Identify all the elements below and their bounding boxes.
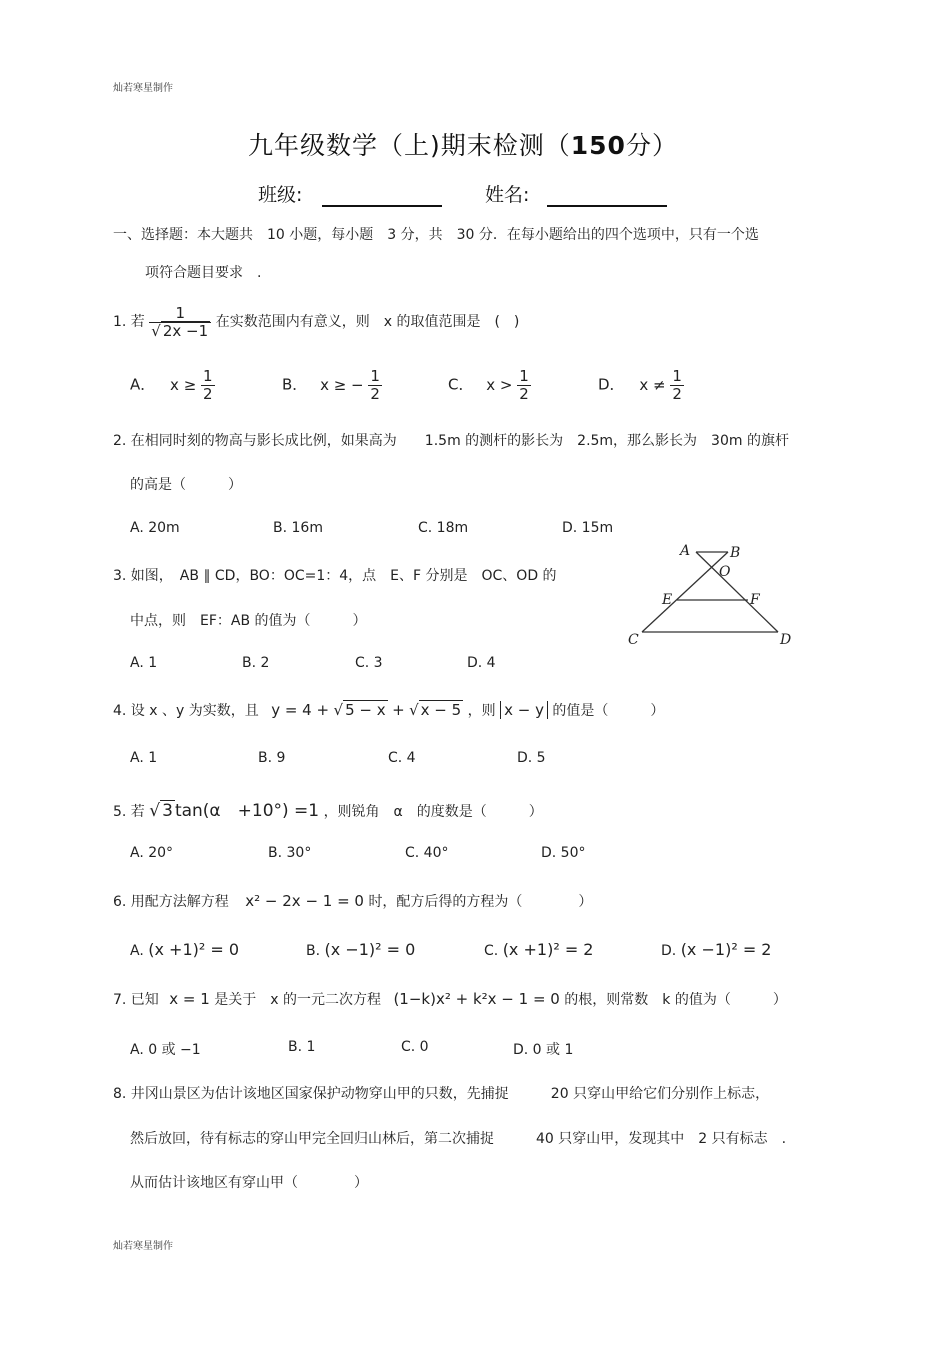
option-num: 1 — [203, 367, 213, 385]
q1-prefix: 1. 若 — [113, 314, 145, 330]
question-5: 5. 若 √ 3 tan(α +10°) =1 ，则锐角 α 的度数是（ ） — [113, 801, 543, 821]
q3-line2: 中点，则 EF：AB 的值为（ ） — [130, 613, 367, 629]
q1-frac-den-wrap: √ 2x −1 — [151, 321, 209, 340]
q7-option-a[interactable]: A. 0 或 −1 — [130, 1042, 201, 1058]
option-label: B． — [282, 375, 308, 394]
q6-option-a[interactable] — [130, 940, 239, 959]
q1-fraction — [149, 305, 211, 339]
q3-option-d[interactable]: D. 4 — [467, 655, 496, 671]
q6-option-c[interactable] — [484, 940, 593, 959]
q1-option-c[interactable] — [448, 368, 531, 402]
label-b: B — [730, 545, 741, 561]
q5-option-a[interactable]: A. 20° — [130, 845, 174, 861]
section1-line2: 项符合题目要求 . — [145, 265, 262, 281]
option-relation: x > — [486, 375, 513, 394]
q7-prefix: 7. 已知 — [113, 992, 159, 1008]
q6-option-b[interactable] — [306, 940, 415, 959]
footer-watermark: 灿若寒星制作 — [113, 1241, 173, 1252]
q4-plus: + — [392, 701, 405, 719]
q4-rad1: 5 − x — [345, 701, 386, 719]
q3-option-a[interactable]: A. 1 — [130, 655, 158, 671]
q1-option-a[interactable] — [130, 368, 215, 402]
title-main: 九年级数学（上)期末检测（ — [248, 131, 571, 160]
label-a: A — [680, 543, 691, 559]
option-label: D. — [661, 943, 677, 959]
q3-option-c[interactable]: C. 3 — [355, 655, 383, 671]
q5-option-d[interactable]: D. 50° — [541, 845, 586, 861]
q7-option-d[interactable]: D. 0 或 1 — [513, 1042, 574, 1058]
q1-frac-den: 2x −1 — [162, 321, 209, 340]
option-num: 1 — [370, 367, 380, 385]
question-7 — [113, 989, 787, 1009]
q1-suffix: 在实数范围内有意义，则 x 的取值范围是 ( ) — [215, 314, 520, 330]
q2-option-b[interactable]: B. 16m — [273, 520, 323, 536]
option-expr: (x +1)² = 0 — [148, 940, 240, 959]
q5-prefix: 5. 若 — [113, 804, 145, 820]
q8-line1: 8. 井冈山景区为估计该地区国家保护动物穿山甲的只数，先捕捉 20 只穿山甲给它们分别作上标志， — [113, 1086, 770, 1102]
q2-option-d[interactable]: D. 15m — [562, 520, 614, 536]
q5-option-b[interactable]: B. 30° — [268, 845, 312, 861]
question-6 — [113, 891, 592, 911]
q2-line1: 2. 在相同时刻的物高与影长成比例，如果高为 1.5m 的测杆的影长为 2.5m，那么影长为 30m 的旗杆 — [113, 433, 789, 449]
name-blank[interactable] — [547, 185, 667, 207]
q7-eq: (1−k)x² + k²x − 1 = 0 — [393, 990, 560, 1008]
q8-line2: 然后放回，待有标志的穿山甲完全回归山林后，第二次捕捉 40 只穿山甲，发现其中 2 只有标志 . — [130, 1131, 787, 1147]
class-field — [258, 180, 442, 207]
question-1 — [113, 305, 519, 339]
q7-option-c[interactable]: C. 0 — [401, 1039, 429, 1055]
title-score: 150 — [570, 131, 626, 160]
label-c: C — [628, 632, 639, 648]
q6-option-d[interactable] — [661, 940, 771, 959]
q7-suffix: 的根，则常数 k 的值为（ ） — [564, 992, 787, 1008]
q5-suffix: ，则锐角 α 的度数是（ ） — [323, 804, 543, 820]
q1-option-b[interactable] — [282, 368, 382, 402]
section1-line1: 一、选择题：本大题共 10 小题，每小题 3 分，共 30 分．在每小题给出的四个选项中，只有一个选 — [113, 227, 759, 243]
name-label: 姓名: — [485, 184, 530, 206]
option-num: 1 — [519, 367, 529, 385]
class-blank[interactable] — [322, 185, 442, 207]
option-den: 2 — [672, 384, 682, 403]
option-relation: x ≥ − — [320, 375, 364, 394]
q7-mid: 是关于 x 的一元二次方程 — [214, 992, 381, 1008]
option-den: 2 — [519, 384, 529, 403]
q4-option-b[interactable]: B. 9 — [258, 750, 286, 766]
q6-suffix: 时，配方后得的方程为（ ） — [368, 894, 593, 910]
label-e: E — [662, 592, 673, 608]
title-unit: 分） — [625, 131, 678, 160]
q2-line2: 的高是（ ） — [130, 477, 242, 493]
option-label: B. — [306, 943, 321, 959]
label-f: F — [750, 592, 760, 608]
q6-prefix: 6. 用配方法解方程 — [113, 894, 229, 910]
q2-option-a[interactable]: A. 20m — [130, 520, 180, 536]
q7-cond: x = 1 — [169, 990, 210, 1008]
option-label: C. — [484, 943, 499, 959]
q3-figure — [620, 540, 800, 650]
q3-option-b[interactable]: B. 2 — [242, 655, 270, 671]
option-num: 1 — [672, 367, 682, 385]
option-relation: x ≠ — [639, 375, 666, 394]
q5-expr: tan(α +10°) =1 — [174, 801, 320, 821]
page-title — [248, 126, 678, 162]
q4-abs: x − y — [500, 701, 548, 719]
q2-option-c[interactable]: C. 18m — [418, 520, 469, 536]
q1-frac-num: 1 — [149, 305, 211, 323]
q4-option-d[interactable]: D. 5 — [517, 750, 546, 766]
q7-option-b[interactable]: B. 1 — [288, 1039, 316, 1055]
option-label: A. — [130, 943, 144, 959]
option-relation: x ≥ — [170, 375, 197, 394]
header-watermark: 灿若寒星制作 — [113, 83, 173, 94]
label-o: O — [719, 564, 731, 580]
q4-prefix: 4. 设 x 、y 为实数，且 — [113, 703, 259, 719]
option-den: 2 — [203, 384, 213, 403]
label-d: D — [780, 632, 792, 648]
segment-bc — [642, 552, 728, 632]
q4-mid: ，则 — [467, 703, 496, 719]
option-expr: (x +1)² = 2 — [502, 940, 594, 959]
option-expr: (x −1)² = 0 — [324, 940, 416, 959]
q4-suffix: 的值是（ ） — [552, 703, 665, 719]
q6-eq: x² − 2x − 1 = 0 — [245, 892, 364, 910]
name-field — [485, 180, 667, 207]
q5-option-c[interactable]: C. 40° — [405, 845, 449, 861]
question-4: 4. 设 x 、y 为实数，且 y = 4 + √ 5 − x + √ x − 5 ，则 x − y 的值是（ ） — [113, 701, 665, 719]
option-label: D． — [598, 375, 625, 394]
option-label: C． — [448, 375, 474, 394]
option-expr: (x −1)² = 2 — [680, 940, 772, 959]
segment-ad — [696, 552, 778, 632]
option-den: 2 — [370, 384, 380, 403]
q8-line3: 从而估计该地区有穿山甲（ ） — [130, 1175, 368, 1191]
q5-rad: 3 — [162, 801, 173, 821]
class-label: 班级: — [258, 184, 303, 206]
q3-line1: 3. 如图， AB ∥ CD，BO：OC=1：4，点 E、F 分别是 OC、OD 的 — [113, 568, 557, 584]
option-label: A． — [130, 375, 156, 394]
q4-eq: y = 4 + — [271, 701, 330, 719]
q4-rad2: x − 5 — [420, 701, 462, 719]
q4-option-c[interactable]: C. 4 — [388, 750, 416, 766]
q4-option-a[interactable]: A. 1 — [130, 750, 158, 766]
q1-option-d[interactable] — [598, 368, 684, 402]
